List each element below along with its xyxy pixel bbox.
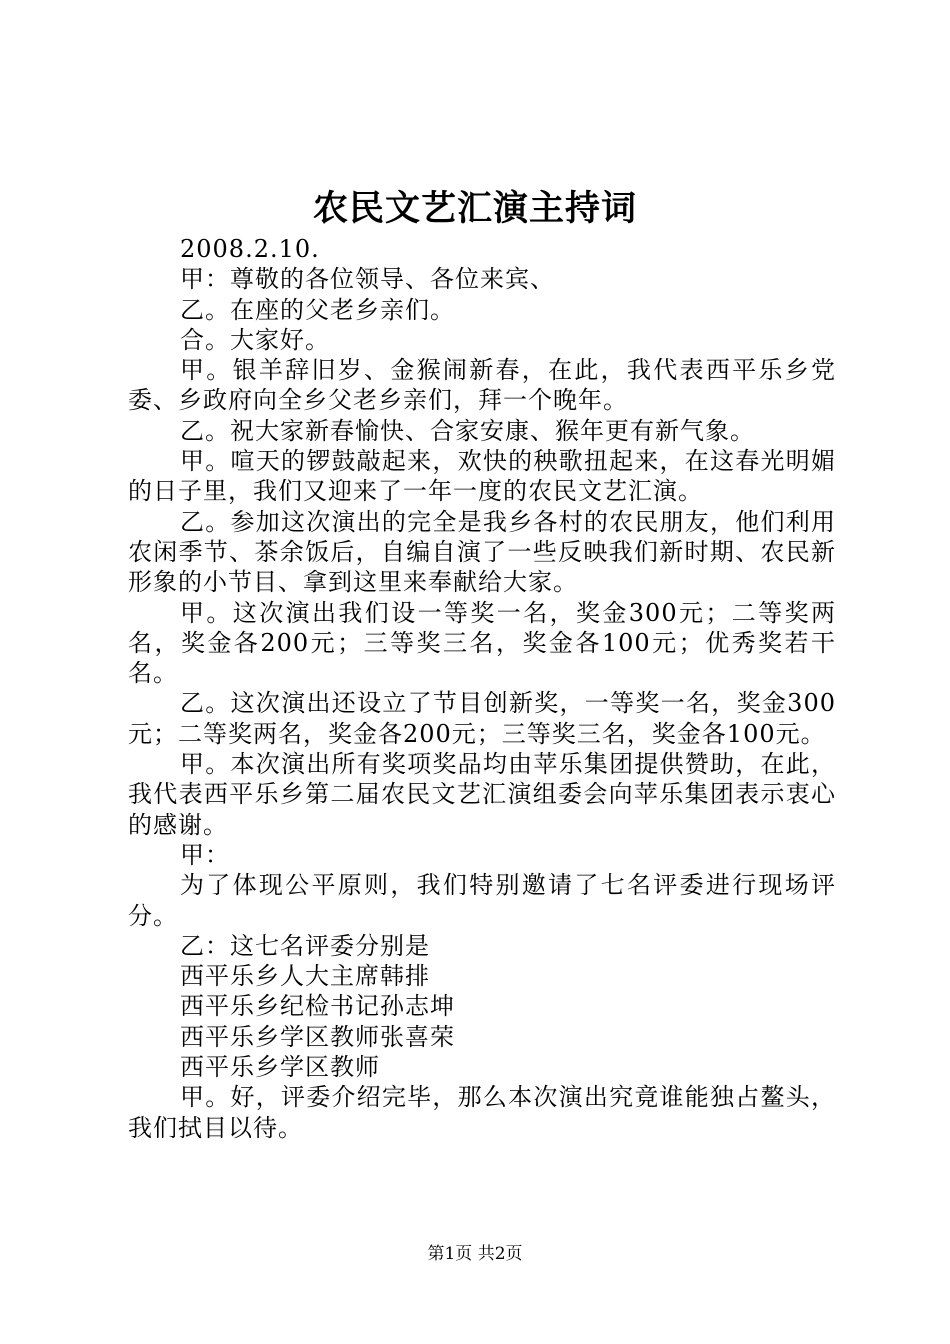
- paragraph: 乙。这次演出还设立了节目创新奖，一等奖一名，奖金300元；二等奖两名，奖金各200元；三等奖三名，奖金各100元。: [128, 689, 836, 748]
- judge-line: 西平乐乡学区教师: [180, 1053, 380, 1082]
- date-line: 2008.2.10.: [180, 235, 320, 263]
- document-title: 农民文艺汇演主持词: [312, 188, 637, 229]
- paragraph: 乙。祝大家新春愉快、合家安康、猴年更有新气象。: [180, 416, 755, 445]
- paragraph: 乙。参加这次演出的完全是我乡各村的农民朋友，他们利用农闲季节、茶余饭后，自编自演了一些反映我们新时期、农民新形象的小节目、拿到这里来奉献给大家。: [128, 507, 836, 597]
- paragraph: 为了体现公平原则，我们特别邀请了七名评委进行现场评分。: [128, 871, 836, 930]
- paragraph: 甲。本次演出所有奖项奖品均由苹乐集团提供赞助，在此，我代表西平乐乡第二届农民文艺汇演组委会向苹乐集团表示衷心的感谢。: [128, 750, 836, 839]
- paragraph: 甲：尊敬的各位领导、各位来宾、: [180, 265, 555, 294]
- judge-line: 西平乐乡人大主席韩排: [180, 962, 430, 991]
- paragraph: 乙：这七名评委分别是: [180, 931, 430, 960]
- paragraph: 甲。好，评委介绍完毕，那么本次演出究竟谁能独占鳌头，我们拭目以待。: [128, 1083, 836, 1142]
- paragraph: 甲。银羊辞旧岁、金猴闹新春，在此，我代表西平乐乡党委、乡政府向全乡父老乡亲们，拜一个晚年。: [128, 356, 836, 415]
- judge-line: 西平乐乡学区教师张喜荣: [180, 1022, 455, 1051]
- paragraph: 甲。喧天的锣鼓敲起来，欢快的秧歌扭起来，在这春光明媚的日子里，我们又迎来了一年一度的农民文艺汇演。: [128, 447, 836, 506]
- paragraph: 合。大家好。: [180, 325, 330, 354]
- document-body: [128, 234, 836, 1143]
- judge-line: 西平乐乡纪检书记孙志坤: [180, 992, 455, 1021]
- paragraph: 甲：: [180, 840, 230, 869]
- paragraph: 甲。这次演出我们设一等奖一名，奖金300元；二等奖两名，奖金各200元；三等奖三名，奖金各100元；优秀奖若干名。: [128, 598, 836, 688]
- page-footer: 第1页 共2页: [427, 1244, 523, 1264]
- paragraph: 乙。在座的父老乡亲们。: [180, 295, 455, 324]
